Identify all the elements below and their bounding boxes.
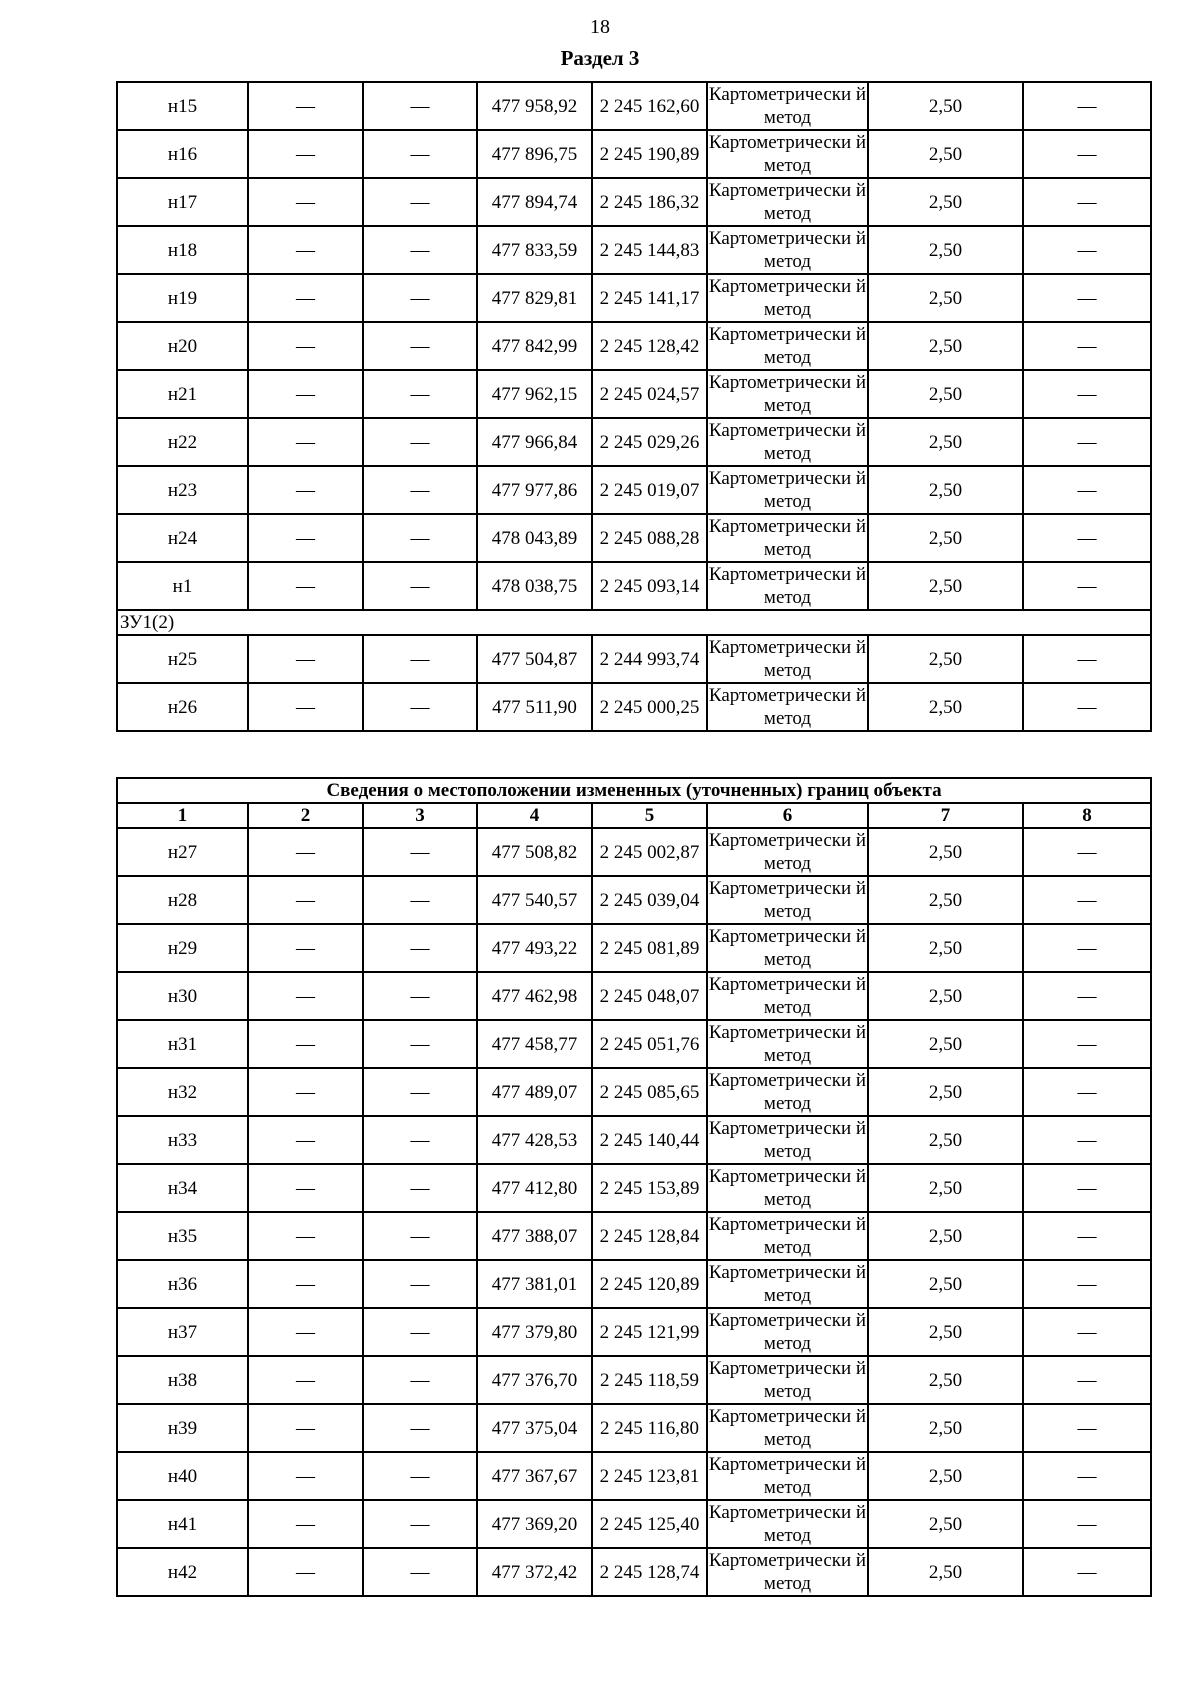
col2-cell: — xyxy=(248,635,363,683)
col8-cell: — xyxy=(1023,828,1151,876)
method-cell: Картометрически й метод xyxy=(708,84,867,128)
column-number: 6 xyxy=(707,803,868,828)
accuracy-cell: 2,50 xyxy=(868,1212,1023,1260)
col3-cell: — xyxy=(363,1404,477,1452)
col8-cell: — xyxy=(1023,1260,1151,1308)
col2-cell: — xyxy=(248,1500,363,1548)
col8-cell: — xyxy=(1023,1308,1151,1356)
point-name-cell: н35 xyxy=(117,1212,248,1260)
method-cell: Картометрически й метод xyxy=(708,228,867,272)
col8-cell: — xyxy=(1023,562,1151,610)
col8-cell: — xyxy=(1023,1356,1151,1404)
table-row xyxy=(117,130,1151,178)
col8-cell: — xyxy=(1023,226,1151,274)
col3-cell: — xyxy=(363,876,477,924)
col2-cell: — xyxy=(248,226,363,274)
column-number: 8 xyxy=(1023,803,1151,828)
col8-cell: — xyxy=(1023,635,1151,683)
y-coordinate-cell: 2 245 002,87 xyxy=(592,828,707,876)
method-cell: Картометрически й метод xyxy=(708,637,867,681)
method-cell: Картометрически й метод xyxy=(708,974,867,1018)
col2-cell: — xyxy=(248,1548,363,1596)
table-heading-row xyxy=(117,778,1151,803)
y-coordinate-cell: 2 245 019,07 xyxy=(592,466,707,514)
table-row xyxy=(117,1116,1151,1164)
col2-cell: — xyxy=(248,514,363,562)
col3-cell: — xyxy=(363,514,477,562)
method-cell: Картометрически й метод xyxy=(708,132,867,176)
x-coordinate-cell: 477 428,53 xyxy=(477,1116,592,1164)
method-cell: Картометрически й метод xyxy=(708,1550,867,1594)
col8-cell: — xyxy=(1023,514,1151,562)
y-coordinate-cell: 2 245 140,44 xyxy=(592,1116,707,1164)
point-name-cell: н40 xyxy=(117,1452,248,1500)
col8-cell: — xyxy=(1023,178,1151,226)
accuracy-cell: 2,50 xyxy=(868,1356,1023,1404)
method-cell: Картометрически й метод xyxy=(708,1214,867,1258)
method-cell: Картометрически й метод xyxy=(708,468,867,512)
table-row xyxy=(117,828,1151,876)
table-row xyxy=(117,1404,1151,1452)
x-coordinate-cell: 477 540,57 xyxy=(477,876,592,924)
point-name-cell: н22 xyxy=(117,418,248,466)
col2-cell: — xyxy=(248,1212,363,1260)
table-row xyxy=(117,1260,1151,1308)
x-coordinate-cell: 477 388,07 xyxy=(477,1212,592,1260)
y-coordinate-cell: 2 245 186,32 xyxy=(592,178,707,226)
col3-cell: — xyxy=(363,1020,477,1068)
method-cell: Картометрически й метод xyxy=(708,180,867,224)
col2-cell: — xyxy=(248,1164,363,1212)
method-cell: Картометрически й метод xyxy=(708,685,867,729)
accuracy-cell: 2,50 xyxy=(868,322,1023,370)
y-coordinate-cell: 2 245 088,28 xyxy=(592,514,707,562)
accuracy-cell: 2,50 xyxy=(868,130,1023,178)
x-coordinate-cell: 478 038,75 xyxy=(477,562,592,610)
col3-cell: — xyxy=(363,1356,477,1404)
method-cell: Картометрически й метод xyxy=(708,420,867,464)
col2-cell: — xyxy=(248,1260,363,1308)
col3-cell: — xyxy=(363,1500,477,1548)
method-cell: Картометрически й метод xyxy=(708,1454,867,1498)
point-name-cell: н18 xyxy=(117,226,248,274)
point-name-cell: н27 xyxy=(117,828,248,876)
x-coordinate-cell: 477 511,90 xyxy=(477,683,592,731)
point-name-cell: н41 xyxy=(117,1500,248,1548)
y-coordinate-cell: 2 245 123,81 xyxy=(592,1452,707,1500)
col3-cell: — xyxy=(363,683,477,731)
col8-cell: — xyxy=(1023,876,1151,924)
col2-cell: — xyxy=(248,1116,363,1164)
accuracy-cell: 2,50 xyxy=(868,1548,1023,1596)
col3-cell: — xyxy=(363,226,477,274)
method-cell: Картометрически й метод xyxy=(708,1406,867,1450)
col3-cell: — xyxy=(363,178,477,226)
table-row xyxy=(117,1068,1151,1116)
col3-cell: — xyxy=(363,370,477,418)
x-coordinate-cell: 477 375,04 xyxy=(477,1404,592,1452)
col3-cell: — xyxy=(363,1548,477,1596)
y-coordinate-cell: 2 245 120,89 xyxy=(592,1260,707,1308)
column-number: 3 xyxy=(363,803,477,828)
table-row xyxy=(117,82,1151,130)
accuracy-cell: 2,50 xyxy=(868,635,1023,683)
accuracy-cell: 2,50 xyxy=(868,82,1023,130)
table-row xyxy=(117,1356,1151,1404)
col8-cell: — xyxy=(1023,1404,1151,1452)
col8-cell: — xyxy=(1023,274,1151,322)
accuracy-cell: 2,50 xyxy=(868,1020,1023,1068)
y-coordinate-cell: 2 245 116,80 xyxy=(592,1404,707,1452)
y-coordinate-cell: 2 245 085,65 xyxy=(592,1068,707,1116)
x-coordinate-cell: 477 372,42 xyxy=(477,1548,592,1596)
x-coordinate-cell: 477 977,86 xyxy=(477,466,592,514)
col2-cell: — xyxy=(248,1356,363,1404)
x-coordinate-cell: 477 829,81 xyxy=(477,274,592,322)
x-coordinate-cell: 477 489,07 xyxy=(477,1068,592,1116)
y-coordinate-cell: 2 245 000,25 xyxy=(592,683,707,731)
col8-cell: — xyxy=(1023,1548,1151,1596)
accuracy-cell: 2,50 xyxy=(868,514,1023,562)
x-coordinate-cell: 477 966,84 xyxy=(477,418,592,466)
table-row xyxy=(117,924,1151,972)
accuracy-cell: 2,50 xyxy=(868,418,1023,466)
col2-cell: — xyxy=(248,418,363,466)
method-cell: Картометрически й метод xyxy=(708,1310,867,1354)
accuracy-cell: 2,50 xyxy=(868,1116,1023,1164)
y-coordinate-cell: 2 245 118,59 xyxy=(592,1356,707,1404)
col3-cell: — xyxy=(363,924,477,972)
table-row xyxy=(117,226,1151,274)
table-row xyxy=(117,1212,1151,1260)
method-cell: Картометрически й метод xyxy=(708,1358,867,1402)
point-name-cell: н17 xyxy=(117,178,248,226)
parcel-subheading: ЗУ1(2) xyxy=(117,610,1151,635)
point-name-cell: н36 xyxy=(117,1260,248,1308)
x-coordinate-cell: 477 896,75 xyxy=(477,130,592,178)
boundary-points-table xyxy=(116,81,1152,732)
col3-cell: — xyxy=(363,130,477,178)
x-coordinate-cell: 477 462,98 xyxy=(477,972,592,1020)
col3-cell: — xyxy=(363,466,477,514)
accuracy-cell: 2,50 xyxy=(868,1308,1023,1356)
y-coordinate-cell: 2 245 190,89 xyxy=(592,130,707,178)
method-cell: Картометрически й метод xyxy=(708,830,867,874)
table-row xyxy=(117,370,1151,418)
point-name-cell: н28 xyxy=(117,876,248,924)
col2-cell: — xyxy=(248,562,363,610)
col2-cell: — xyxy=(248,322,363,370)
column-number: 5 xyxy=(592,803,707,828)
col2-cell: — xyxy=(248,1452,363,1500)
x-coordinate-cell: 477 504,87 xyxy=(477,635,592,683)
table-row xyxy=(117,1452,1151,1500)
col3-cell: — xyxy=(363,972,477,1020)
x-coordinate-cell: 477 458,77 xyxy=(477,1020,592,1068)
col8-cell: — xyxy=(1023,1452,1151,1500)
point-name-cell: н37 xyxy=(117,1308,248,1356)
col8-cell: — xyxy=(1023,130,1151,178)
column-number: 1 xyxy=(117,803,248,828)
accuracy-cell: 2,50 xyxy=(868,226,1023,274)
point-name-cell: н24 xyxy=(117,514,248,562)
point-name-cell: н19 xyxy=(117,274,248,322)
method-cell: Картометрически й метод xyxy=(708,516,867,560)
accuracy-cell: 2,50 xyxy=(868,972,1023,1020)
y-coordinate-cell: 2 245 128,42 xyxy=(592,322,707,370)
y-coordinate-cell: 2 245 093,14 xyxy=(592,562,707,610)
col2-cell: — xyxy=(248,370,363,418)
table-heading: Сведения о местоположении измененных (уточненных) границ объекта xyxy=(117,778,1151,803)
accuracy-cell: 2,50 xyxy=(868,924,1023,972)
method-cell: Картометрически й метод xyxy=(708,1166,867,1210)
col2-cell: — xyxy=(248,1308,363,1356)
method-cell: Картометрически й метод xyxy=(708,276,867,320)
x-coordinate-cell: 477 833,59 xyxy=(477,226,592,274)
point-name-cell: н1 xyxy=(117,562,248,610)
x-coordinate-cell: 477 958,92 xyxy=(477,82,592,130)
col3-cell: — xyxy=(363,274,477,322)
x-coordinate-cell: 477 367,67 xyxy=(477,1452,592,1500)
y-coordinate-cell: 2 245 128,84 xyxy=(592,1212,707,1260)
y-coordinate-cell: 2 245 121,99 xyxy=(592,1308,707,1356)
col2-cell: — xyxy=(248,178,363,226)
table-row xyxy=(117,635,1151,683)
accuracy-cell: 2,50 xyxy=(868,828,1023,876)
accuracy-cell: 2,50 xyxy=(868,178,1023,226)
y-coordinate-cell: 2 245 048,07 xyxy=(592,972,707,1020)
method-cell: Картометрически й метод xyxy=(708,878,867,922)
column-numbers-row xyxy=(117,803,1151,828)
y-coordinate-cell: 2 245 125,40 xyxy=(592,1500,707,1548)
accuracy-cell: 2,50 xyxy=(868,1260,1023,1308)
y-coordinate-cell: 2 245 081,89 xyxy=(592,924,707,972)
accuracy-cell: 2,50 xyxy=(868,466,1023,514)
point-name-cell: н31 xyxy=(117,1020,248,1068)
point-name-cell: н29 xyxy=(117,924,248,972)
table-row xyxy=(117,1164,1151,1212)
y-coordinate-cell: 2 245 024,57 xyxy=(592,370,707,418)
y-coordinate-cell: 2 245 141,17 xyxy=(592,274,707,322)
col2-cell: — xyxy=(248,1404,363,1452)
y-coordinate-cell: 2 245 144,83 xyxy=(592,226,707,274)
table-row xyxy=(117,466,1151,514)
col8-cell: — xyxy=(1023,370,1151,418)
method-cell: Картометрически й метод xyxy=(708,926,867,970)
col8-cell: — xyxy=(1023,1500,1151,1548)
col3-cell: — xyxy=(363,82,477,130)
col3-cell: — xyxy=(363,1452,477,1500)
x-coordinate-cell: 477 493,22 xyxy=(477,924,592,972)
table-row xyxy=(117,178,1151,226)
table-row xyxy=(117,514,1151,562)
table-row xyxy=(117,1548,1151,1596)
y-coordinate-cell: 2 245 029,26 xyxy=(592,418,707,466)
method-cell: Картометрически й метод xyxy=(708,1262,867,1306)
method-cell: Картометрически й метод xyxy=(708,372,867,416)
accuracy-cell: 2,50 xyxy=(868,370,1023,418)
table-row xyxy=(117,1500,1151,1548)
col2-cell: — xyxy=(248,130,363,178)
point-name-cell: н38 xyxy=(117,1356,248,1404)
point-name-cell: н26 xyxy=(117,683,248,731)
accuracy-cell: 2,50 xyxy=(868,562,1023,610)
method-cell: Картометрически й метод xyxy=(708,1022,867,1066)
col8-cell: — xyxy=(1023,1116,1151,1164)
col2-cell: — xyxy=(248,1068,363,1116)
method-cell: Картометрически й метод xyxy=(708,324,867,368)
accuracy-cell: 2,50 xyxy=(868,1068,1023,1116)
method-cell: Картометрически й метод xyxy=(708,1502,867,1546)
col3-cell: — xyxy=(363,828,477,876)
method-cell: Картометрически й метод xyxy=(708,1118,867,1162)
point-name-cell: н25 xyxy=(117,635,248,683)
col8-cell: — xyxy=(1023,1020,1151,1068)
table-row xyxy=(117,274,1151,322)
point-name-cell: н33 xyxy=(117,1116,248,1164)
x-coordinate-cell: 477 369,20 xyxy=(477,1500,592,1548)
y-coordinate-cell: 2 245 051,76 xyxy=(592,1020,707,1068)
y-coordinate-cell: 2 245 162,60 xyxy=(592,82,707,130)
col2-cell: — xyxy=(248,876,363,924)
x-coordinate-cell: 477 962,15 xyxy=(477,370,592,418)
point-name-cell: н16 xyxy=(117,130,248,178)
col3-cell: — xyxy=(363,418,477,466)
col8-cell: — xyxy=(1023,972,1151,1020)
point-name-cell: н42 xyxy=(117,1548,248,1596)
col8-cell: — xyxy=(1023,1068,1151,1116)
method-cell: Картометрически й метод xyxy=(708,1070,867,1114)
y-coordinate-cell: 2 245 039,04 xyxy=(592,876,707,924)
x-coordinate-cell: 477 508,82 xyxy=(477,828,592,876)
col3-cell: — xyxy=(363,1116,477,1164)
accuracy-cell: 2,50 xyxy=(868,274,1023,322)
col8-cell: — xyxy=(1023,466,1151,514)
col8-cell: — xyxy=(1023,322,1151,370)
accuracy-cell: 2,50 xyxy=(868,683,1023,731)
col3-cell: — xyxy=(363,1164,477,1212)
point-name-cell: н30 xyxy=(117,972,248,1020)
point-name-cell: н23 xyxy=(117,466,248,514)
subheading-row xyxy=(117,610,1151,635)
table-row xyxy=(117,972,1151,1020)
page-number: 18 xyxy=(590,16,610,38)
col3-cell: — xyxy=(363,1260,477,1308)
y-coordinate-cell: 2 244 993,74 xyxy=(592,635,707,683)
col3-cell: — xyxy=(363,562,477,610)
table-row xyxy=(117,1020,1151,1068)
point-name-cell: н34 xyxy=(117,1164,248,1212)
x-coordinate-cell: 477 894,74 xyxy=(477,178,592,226)
changed-boundaries-table xyxy=(116,777,1152,1597)
col8-cell: — xyxy=(1023,683,1151,731)
col2-cell: — xyxy=(248,466,363,514)
table-row xyxy=(117,418,1151,466)
accuracy-cell: 2,50 xyxy=(868,1500,1023,1548)
x-coordinate-cell: 477 379,80 xyxy=(477,1308,592,1356)
x-coordinate-cell: 477 376,70 xyxy=(477,1356,592,1404)
table-row xyxy=(117,1308,1151,1356)
x-coordinate-cell: 477 381,01 xyxy=(477,1260,592,1308)
x-coordinate-cell: 478 043,89 xyxy=(477,514,592,562)
col8-cell: — xyxy=(1023,418,1151,466)
point-name-cell: н39 xyxy=(117,1404,248,1452)
column-number: 4 xyxy=(477,803,592,828)
col2-cell: — xyxy=(248,1020,363,1068)
point-name-cell: н21 xyxy=(117,370,248,418)
col2-cell: — xyxy=(248,828,363,876)
accuracy-cell: 2,50 xyxy=(868,1164,1023,1212)
col3-cell: — xyxy=(363,635,477,683)
col8-cell: — xyxy=(1023,1212,1151,1260)
col2-cell: — xyxy=(248,683,363,731)
col2-cell: — xyxy=(248,972,363,1020)
accuracy-cell: 2,50 xyxy=(868,876,1023,924)
table-row xyxy=(117,876,1151,924)
col8-cell: — xyxy=(1023,82,1151,130)
col3-cell: — xyxy=(363,1212,477,1260)
col3-cell: — xyxy=(363,322,477,370)
col8-cell: — xyxy=(1023,1164,1151,1212)
column-number: 2 xyxy=(248,803,363,828)
section-title: Раздел 3 xyxy=(560,46,640,70)
point-name-cell: н20 xyxy=(117,322,248,370)
table-row xyxy=(117,322,1151,370)
col2-cell: — xyxy=(248,924,363,972)
table-row xyxy=(117,562,1151,610)
column-number: 7 xyxy=(868,803,1023,828)
accuracy-cell: 2,50 xyxy=(868,1404,1023,1452)
table-row xyxy=(117,683,1151,731)
col3-cell: — xyxy=(363,1308,477,1356)
x-coordinate-cell: 477 842,99 xyxy=(477,322,592,370)
y-coordinate-cell: 2 245 153,89 xyxy=(592,1164,707,1212)
accuracy-cell: 2,50 xyxy=(868,1452,1023,1500)
col2-cell: — xyxy=(248,274,363,322)
method-cell: Картометрически й метод xyxy=(708,564,867,608)
point-name-cell: н15 xyxy=(117,82,248,130)
x-coordinate-cell: 477 412,80 xyxy=(477,1164,592,1212)
col2-cell: — xyxy=(248,82,363,130)
y-coordinate-cell: 2 245 128,74 xyxy=(592,1548,707,1596)
col8-cell: — xyxy=(1023,924,1151,972)
point-name-cell: н32 xyxy=(117,1068,248,1116)
col3-cell: — xyxy=(363,1068,477,1116)
